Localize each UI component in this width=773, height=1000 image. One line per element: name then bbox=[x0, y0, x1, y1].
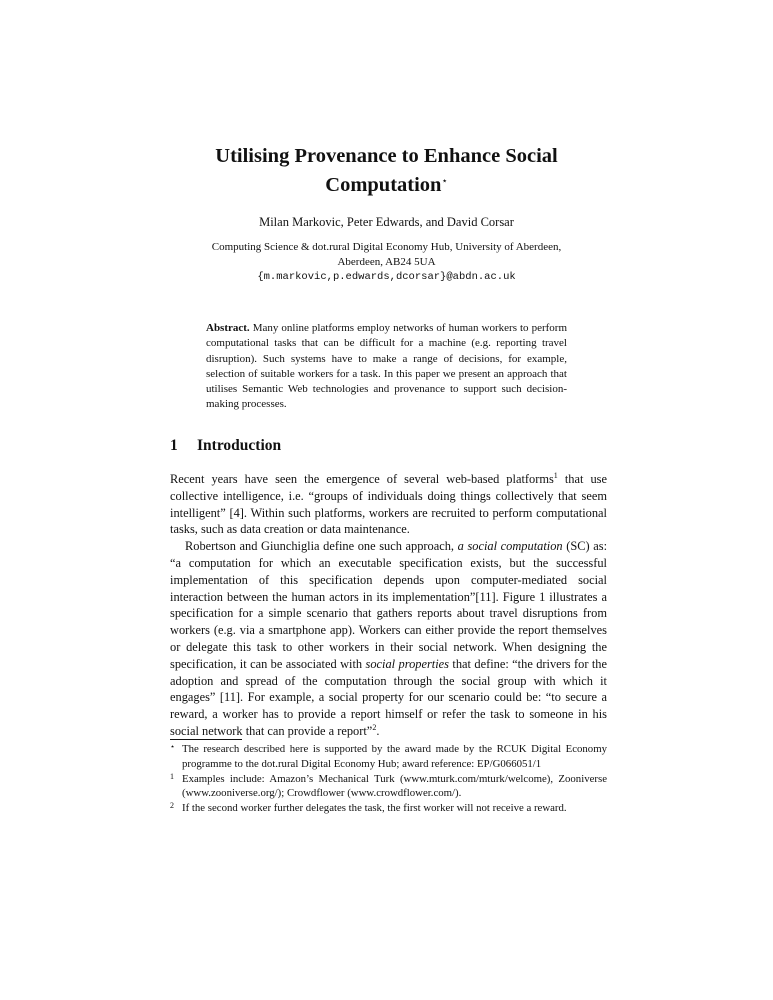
affiliation-line-2: Aberdeen, AB24 5UA bbox=[337, 256, 436, 268]
footnote-text: If the second worker further delegates the task, the first worker will not receive a reward. bbox=[182, 802, 567, 815]
p2-emphasis-1: a social computation bbox=[457, 539, 563, 554]
title-line-2 bbox=[170, 169, 603, 198]
title-footnote-mark: ⋆ bbox=[441, 176, 448, 187]
abstract bbox=[206, 321, 567, 413]
section-number: 1 bbox=[170, 437, 178, 454]
p2-footnote-ref: 2 bbox=[372, 722, 377, 732]
title-line-1: Utilising Provenance to Enhance Social bbox=[215, 145, 558, 167]
footnote bbox=[170, 772, 607, 802]
affiliation bbox=[170, 240, 603, 285]
footnote-mark: 1 bbox=[170, 771, 174, 781]
abstract-text: Many online platforms employ networks of human workers to perform computational tasks that can be difficult for a machine (e.g. reporting travel disruption). Such systems have to make a range of decisions, for example, selection of suitable workers for a task. In this paper we present an approach that utilises Semantic Web technologies and provenance to support such decision-making processes. bbox=[206, 322, 567, 411]
footnote bbox=[170, 742, 607, 772]
abstract-label: Abstract. bbox=[206, 322, 250, 334]
p1-text-a: Recent years have seen the emergence of several web-based platforms bbox=[170, 472, 554, 486]
p2-text-a: Robertson and Giunchiglia define one such approach, bbox=[185, 539, 458, 554]
footnotes bbox=[170, 742, 607, 816]
author-list: Milan Markovic, Peter Edwards, and David Corsar bbox=[259, 215, 514, 229]
p2-end: . bbox=[376, 723, 380, 738]
p2-text-c: that define: “the drivers for the adoption and spread of the computation through the social group with which it engages” [11]. For example, a social property for our scenario could be: “to secure a reward, a worker has to provide a report himself or refer the task to someone in his social network that can provide a report” bbox=[170, 656, 607, 738]
paper-title bbox=[170, 144, 603, 198]
title-line-2-text: Computation bbox=[325, 174, 442, 196]
p2-emphasis-2: social properties bbox=[365, 656, 449, 671]
footnote-rule bbox=[170, 739, 242, 740]
body-text bbox=[170, 471, 607, 740]
section-heading bbox=[170, 437, 281, 455]
p1-text-b: that use collective intelligence, i.e. “groups of individuals doing things collectively that seem intelligent” [4]. Within such platforms, workers are recruited to perform computational tasks, such as data creation or data maintenance. bbox=[170, 472, 607, 537]
footnote bbox=[170, 801, 607, 816]
footnote-text: Examples include: Amazon’s Mechanical Turk (www.mturk.com/mturk/welcome), Zooniverse (www.zooniverse.org/); Crowdflower (www.crowdflower.com/). bbox=[182, 772, 607, 800]
affiliation-line-1: Computing Science & dot.rural Digital Economy Hub, University of Aberdeen, bbox=[211, 241, 562, 253]
footnote-mark: ⋆ bbox=[170, 742, 176, 751]
footnote-mark: 2 bbox=[170, 801, 174, 811]
p1-footnote-ref: 1 bbox=[553, 471, 558, 480]
author-emails: {m.markovic,p.edwards,dcorsar}@abdn.ac.uk bbox=[257, 271, 516, 283]
footnote-text: The research described here is supported by the award made by the RCUK Digital Economy programme to the dot.rural Digital Economy Hub; award reference: EP/G066051/1 bbox=[182, 743, 607, 770]
paragraph-1 bbox=[170, 471, 607, 538]
p2-text-b: (SC) as: “a computation for which an executable specification exists, but the successful implementation of this specification depends upon computer-mediated social interaction between the human actors in its implementation”[11]. Figure 1 illustrates a specification for a simple scenario that gathers reports about travel disruptions from workers (e.g. via a smartphone app). Workers can either provide the report themselves or delegate this task to other workers in their social network. When designing the specification, it can be associated with bbox=[170, 539, 608, 671]
section-title: Introduction bbox=[197, 437, 282, 454]
paragraph-2 bbox=[170, 538, 607, 740]
